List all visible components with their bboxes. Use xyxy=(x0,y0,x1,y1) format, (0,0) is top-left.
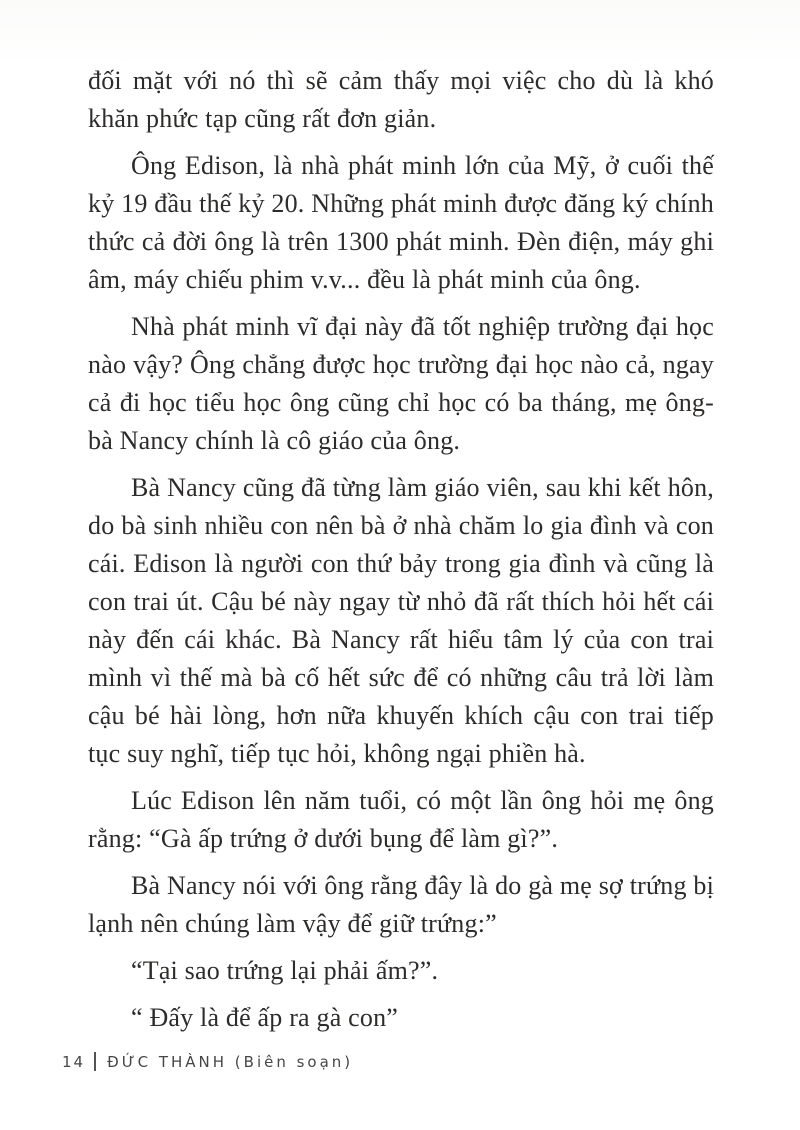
body-paragraph: “ Đấy là để ấp ra gà con” xyxy=(131,1003,399,1032)
body-paragraph: đối mặt với nó thì sẽ cảm thấy mọi việc cho dù là khó khăn phức tạp cũng rất đơn giản. xyxy=(88,66,714,133)
body-paragraph: Bà Nancy cũng đã từng làm giáo viên, sau khi kết hôn, do bà sinh nhiều con nên bà ở nhà chăm lo gia đình và con cái. Edison là người con thứ bảy trong gia đình và cũng là con trai út. Cậu bé này ngay từ nhỏ đã rất thích hỏi hết cái này đến cái khác. Bà Nancy rất hiểu tâm lý của con trai mình vì thế mà bà cố hết sức để có những câu trả lời làm cậu bé hài lòng, hơn nữa khuyến khích cậu con trai tiếp tục suy nghĩ, tiếp tục hỏi, không ngại phiền hà. xyxy=(88,473,714,768)
author-credit: ĐỨC THÀNH (Biên soạn) xyxy=(107,1052,354,1071)
footer-separator xyxy=(94,1052,96,1071)
page-footer xyxy=(62,1052,353,1071)
body-paragraph: Ông Edison, là nhà phát minh lớn của Mỹ, ở cuối thế kỷ 19 đầu thế kỷ 20. Những phát minh được đăng ký chính thức cả đời ông là trên 1300 phát minh. Đèn điện, máy ghi âm, máy chiếu phim v.v... đều là phát minh của ông. xyxy=(88,151,714,294)
body-paragraph: Nhà phát minh vĩ đại này đã tốt nghiệp trường đại học nào vậy? Ông chẳng được học trường đại học nào cả, ngay cả đi học tiểu học ông cũng chỉ học có ba tháng, mẹ ông- bà Nancy chính là cô giáo của ông. xyxy=(88,312,714,455)
page-text-block xyxy=(88,62,714,1046)
body-paragraph: Bà Nancy nói với ông rằng đây là do gà mẹ sợ trứng bị lạnh nên chúng làm vậy để giữ trứng:” xyxy=(88,871,714,938)
body-paragraph: “Tại sao trứng lại phải ấm?”. xyxy=(131,956,439,985)
body-paragraph: Lúc Edison lên năm tuổi, có một lần ông hỏi mẹ ông rằng: “Gà ấp trứng ở dưới bụng để làm gì?”. xyxy=(88,786,714,853)
page-number: 14 xyxy=(62,1052,86,1071)
